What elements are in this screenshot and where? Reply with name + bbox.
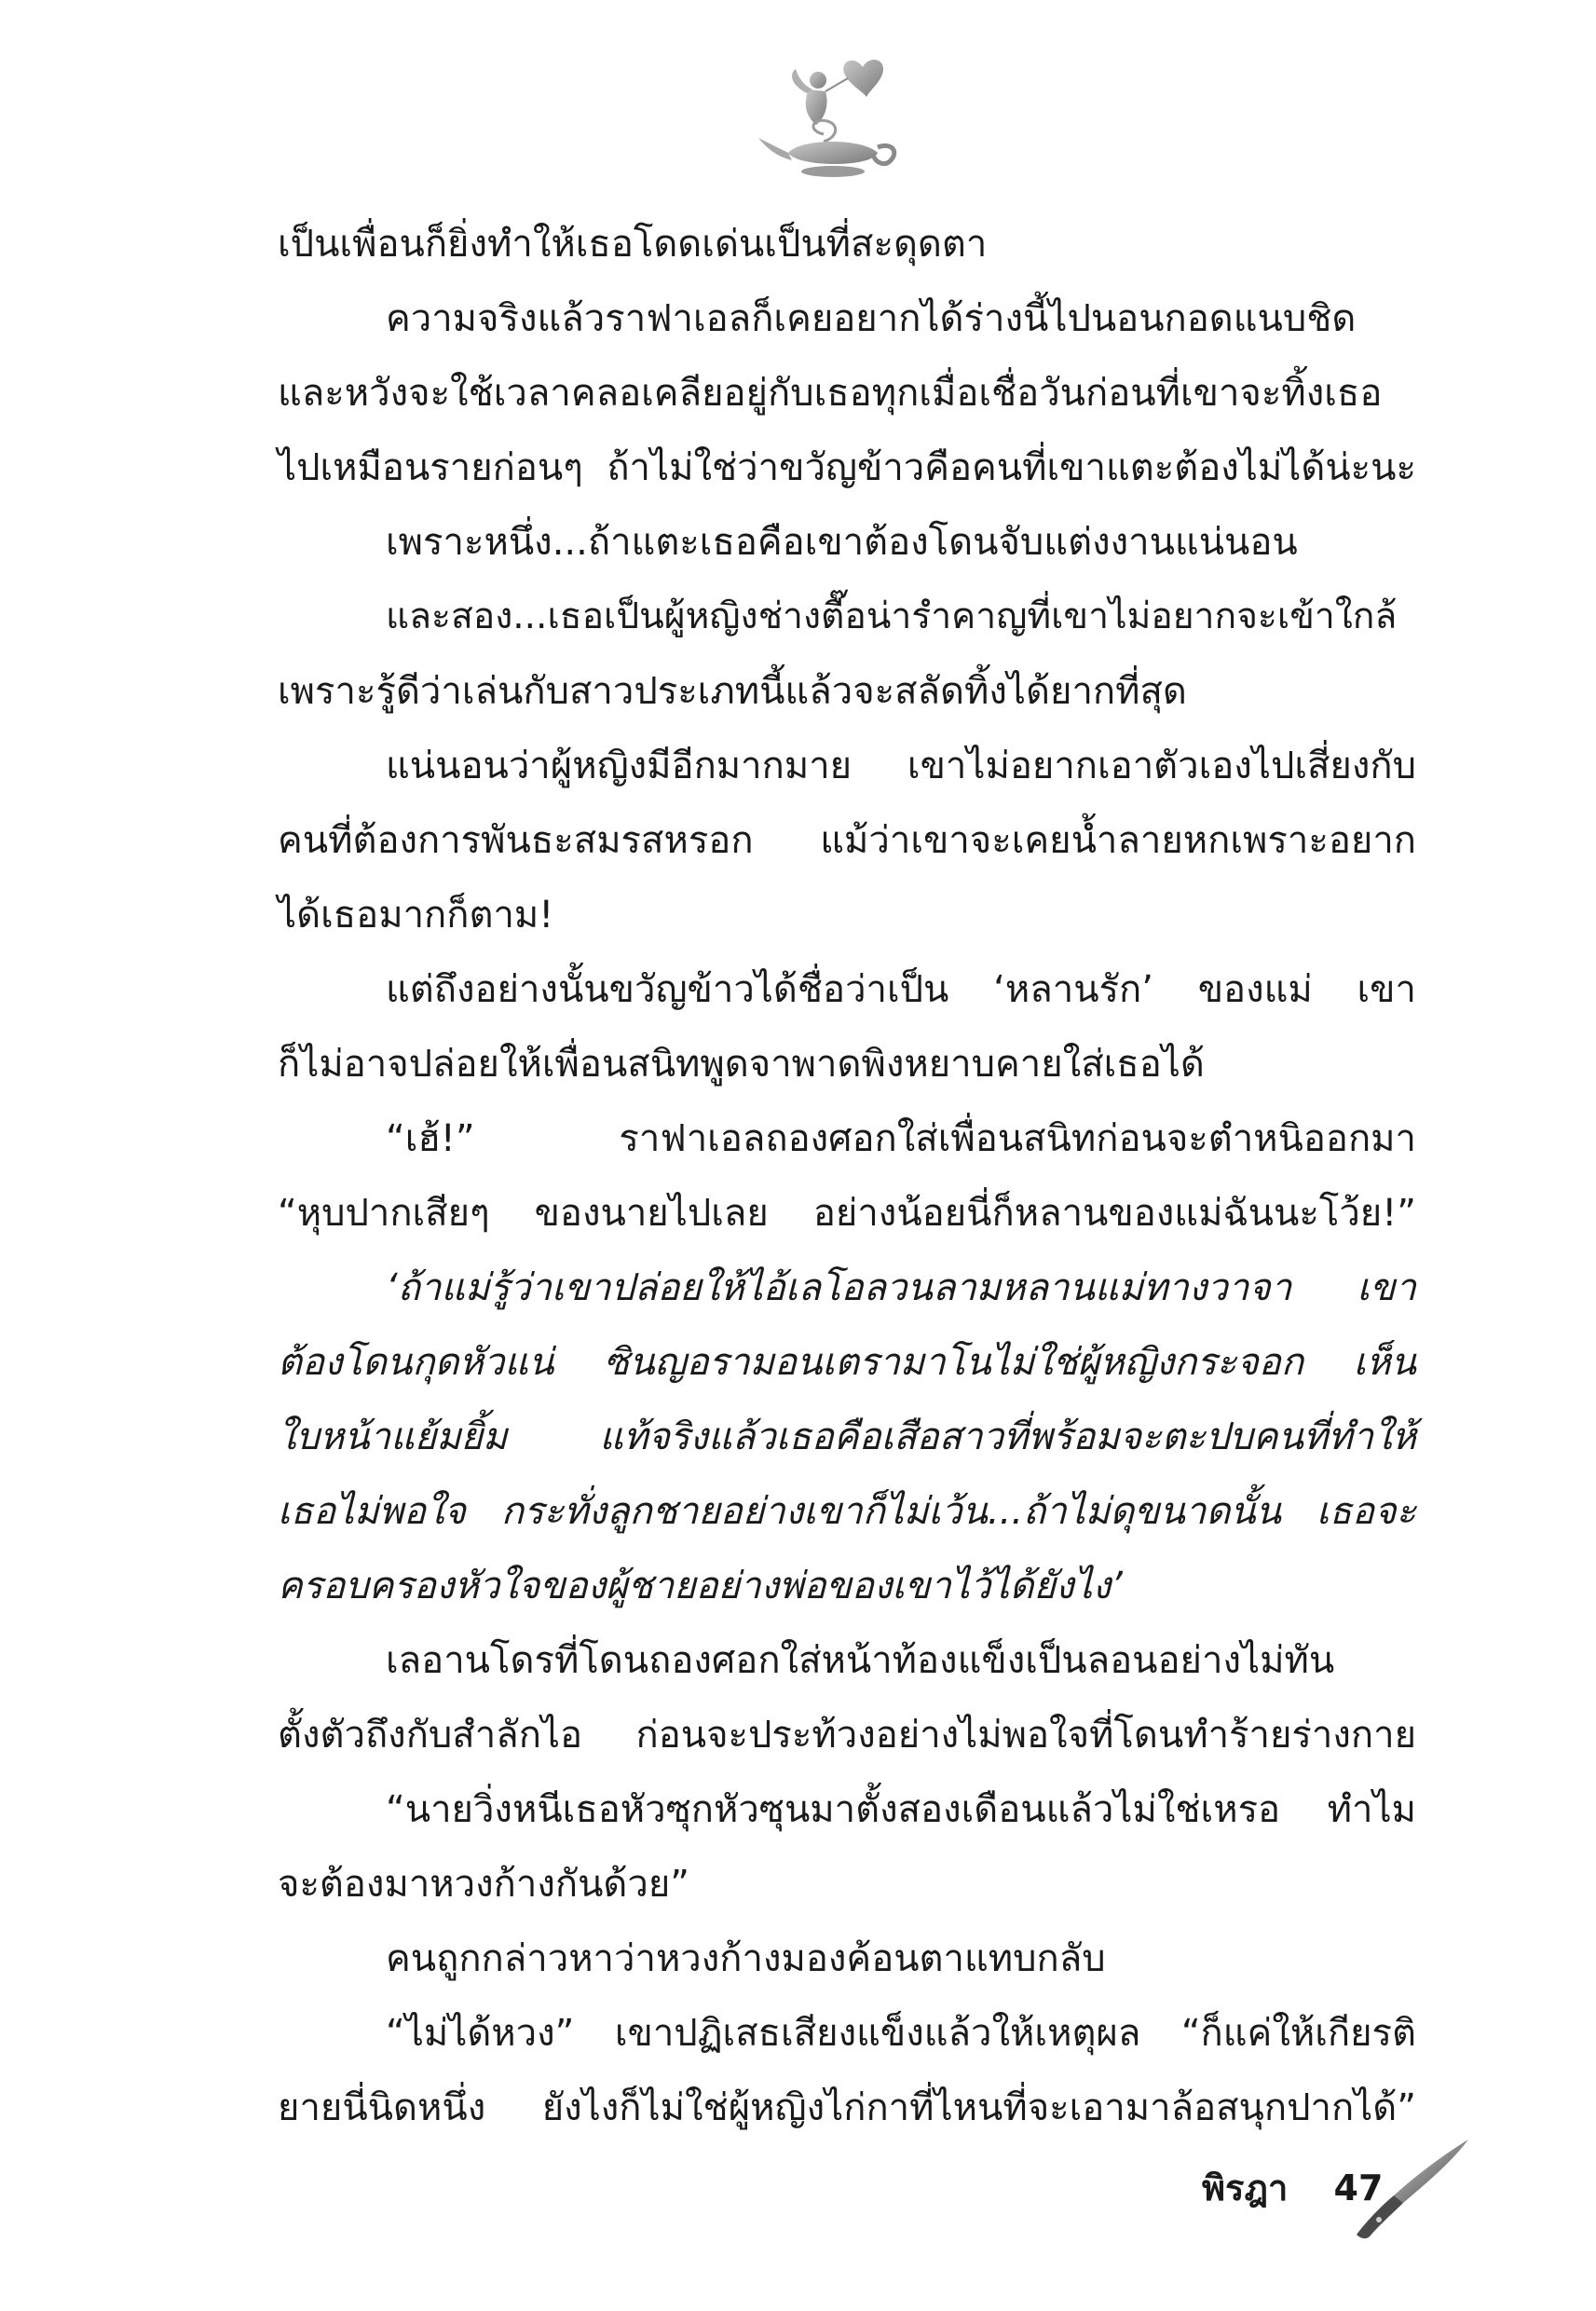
text-line: “ไม่ได้หวง” เขาปฏิเสธเสียงแข็งแล้วให้เหตุผล “ก็แค่ให้เกียรติ <box>386 2012 1416 2055</box>
text-line: “หุบปากเสียๆ ของนายไปเลย อย่างน้อยนี่ก็หลานของแม่ฉันนะโว้ย!” <box>278 1192 1416 1235</box>
text-line: “เฮ้!” ราฟาเอลถองศอกใส่เพื่อนสนิทก่อนจะตำหนิออกมา <box>386 1117 1416 1160</box>
text-line: และสอง...เธอเป็นผู้หญิงช่างตื๊อน่ารำคาญที่เขาไม่อยากจะเข้าใกล้ <box>386 595 1398 637</box>
text-line: ยายนี่นิดหนึ่ง ยังไงก็ไม่ใช่ผู้หญิงไก่กาที่ไหนที่จะเอามาล้อสนุกปากได้” <box>278 2086 1416 2129</box>
page-number: 47 <box>1333 2167 1384 2208</box>
text-line: เลอานโดรที่โดนถองศอกใส่หน้าท้องแข็งเป็นลอนอย่างไม่ทัน <box>386 1639 1335 1682</box>
text-line: เพราะหนึ่ง...ถ้าแตะเธอคือเขาต้องโดนจับแต่งงานแน่นอน <box>386 521 1298 564</box>
cupid-teapot-ornament-icon <box>751 48 919 188</box>
text-line: แน่นอนว่าผู้หญิงมีอีกมากมาย เขาไม่อยากเอาตัวเองไปเสี่ยงกับ <box>386 745 1416 787</box>
text-line: ตั้งตัวถึงกับสำลักไอ ก่อนจะประท้วงอย่างไม่พอใจที่โดนทำร้ายร่างกาย <box>278 1714 1416 1757</box>
text-line: คนที่ต้องการพันธะสมรสหรอก แม้ว่าเขาจะเคยน้ำลายหกเพราะอยาก <box>278 819 1416 862</box>
text-line: จะต้องมาหวงก้างกันด้วย” <box>278 1863 690 1906</box>
text-line: ได้เธอมากก็ตาม! <box>278 894 554 937</box>
text-line: “นายวิ่งหนีเธอหัวซุกหัวซุนมาตั้งสองเดือนแล้วไม่ใช่เหรอ ทำไม <box>386 1788 1416 1831</box>
text-line: คนถูกกล่าวหาว่าหวงก้างมองค้อนตาแทบกลับ <box>386 1937 1106 1980</box>
text-line: ครอบครองหัวใจของผู้ชายอย่างพ่อของเขาไว้ได้ยังไง’ <box>278 1565 1123 1607</box>
text-line: ต้องโดนกุดหัวแน่ ซินญอรามอนเตรามาโนไม่ใช่ผู้หญิงกระจอก เห็น <box>278 1341 1416 1384</box>
text-line: ‘ถ้าแม่รู้ว่าเขาปล่อยให้ไอ้เลโอลวนลามหลานแม่ทางวาจา เขา <box>386 1266 1416 1309</box>
body-text <box>278 207 1416 2145</box>
text-line: ไปเหมือนรายก่อนๆ ถ้าไม่ใช่ว่าขวัญข้าวคือคนที่เขาแตะต้องไม่ได้น่ะนะ <box>278 446 1416 489</box>
text-line: แต่ถึงอย่างนั้นขวัญข้าวได้ชื่อว่าเป็น ‘หลานรัก’ ของแม่ เขา <box>386 968 1416 1011</box>
text-line: เป็นเพื่อนก็ยิ่งทำให้เธอโดดเด่นเป็นที่สะดุดตา <box>278 223 988 266</box>
text-line: ความจริงแล้วราฟาเอลก็เคยอยากได้ร่างนี้ไปนอนกอดแนบชิด <box>386 297 1357 340</box>
text-line: เพราะรู้ดีว่าเล่นกับสาวประเภทนี้แล้วจะสลัดทิ้งได้ยากที่สุด <box>278 670 1187 713</box>
text-line: ก็ไม่อาจปล่อยให้เพื่อนสนิทพูดจาพาดพิงหยาบคายใส่เธอได้ <box>278 1043 1205 1086</box>
text-line: ใบหน้าแย้มยิ้ม แท้จริงแล้วเธอคือเสือสาวที่พร้อมจะตะปบคนที่ทำให้ <box>278 1415 1416 1458</box>
author-name: พิรฎา <box>1202 2167 1289 2208</box>
knife-icon <box>1351 2134 1472 2246</box>
text-line: เธอไม่พอใจ กระทั่งลูกชายอย่างเขาก็ไม่เว้น...ถ้าไม่ดุขนาดนั้น เธอจะ <box>278 1490 1416 1533</box>
text-line: และหวังจะใช้เวลาคลอเคลียอยู่กับเธอทุกเมื่อเชื่อวันก่อนที่เขาจะทิ้งเธอ <box>278 372 1383 415</box>
